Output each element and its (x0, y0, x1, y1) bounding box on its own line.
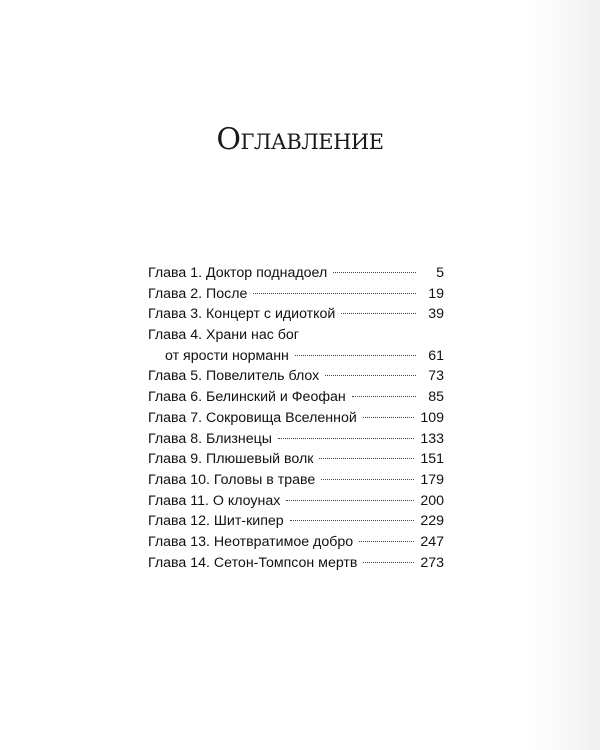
toc-entry-label: Глава 8. Близнецы (148, 430, 272, 447)
leader-dots (253, 293, 416, 294)
toc-entry-page: 273 (420, 554, 444, 571)
toc-entry-page: 247 (420, 533, 444, 550)
toc-entry-label: Глава 13. Неотвратимое добро (148, 533, 354, 550)
toc-entry-page: 133 (420, 430, 444, 447)
toc-entry-page: 39 (428, 306, 444, 323)
toc-entry (148, 408, 444, 429)
toc-entry (148, 429, 444, 450)
toc-entry-label: Глава 5. Повелитель блох (148, 368, 320, 385)
toc-entry-page: 85 (428, 389, 444, 406)
toc-entry-label: Глава 4. Храни нас бог (148, 327, 299, 344)
toc-entry-label: Глава 6. Белинский и Феофан (148, 389, 346, 406)
toc-entry (148, 263, 444, 284)
leader-dots (286, 500, 414, 501)
leader-dots (295, 355, 416, 356)
toc-entry-label: Глава 9. Плюшевый волк (148, 451, 314, 468)
toc-entry-label: Глава 10. Головы в траве (148, 471, 316, 488)
toc-entry-label: Глава 12. Шит-кипер (148, 513, 284, 530)
leader-dots (321, 479, 414, 480)
toc-entry (148, 366, 444, 387)
toc-entry-page: 151 (420, 451, 444, 468)
toc-entry-label: Глава 2. После (148, 285, 248, 302)
toc-entry-label-continuation: от ярости норманн (165, 347, 289, 364)
toc-entry (148, 491, 444, 512)
leader-dots (359, 541, 414, 542)
toc-entry-page: 73 (428, 368, 444, 385)
toc-entry (148, 553, 444, 574)
toc-entry (148, 470, 444, 491)
toc-entry-page: 229 (420, 513, 444, 530)
toc-entry-label: Глава 14. Сетон-Томпсон мертв (148, 554, 358, 571)
toc-entry-page: 109 (420, 409, 444, 426)
leader-dots (352, 396, 416, 397)
page-title: Оглавление (216, 122, 384, 157)
table-of-contents (148, 263, 444, 573)
toc-entry (148, 511, 444, 532)
toc-entry (148, 387, 444, 408)
leader-dots (341, 313, 416, 314)
toc-entry-page: 200 (420, 492, 444, 509)
toc-entry-continuation (148, 346, 444, 367)
toc-entry-label: Глава 3. Концерт с идиоткой (148, 306, 336, 323)
toc-entry (148, 449, 444, 470)
toc-entry (148, 304, 444, 325)
leader-dots (290, 520, 415, 521)
toc-entry-page: 19 (428, 285, 444, 302)
leader-dots (325, 375, 416, 376)
toc-entry (148, 532, 444, 553)
leader-dots (319, 458, 414, 459)
toc-entry-label: Глава 1. Доктор поднадоел (148, 265, 328, 281)
leader-dots (363, 562, 414, 563)
toc-entry-page: 179 (420, 471, 444, 488)
leader-dots (363, 417, 415, 418)
leader-dots (333, 272, 416, 273)
toc-entry (148, 325, 444, 346)
leader-dots (278, 438, 414, 439)
toc-entry-page: 5 (436, 265, 444, 281)
toc-entry-label: Глава 7. Сокровища Вселенной (148, 409, 357, 426)
toc-entry-label: Глава 11. О клоунах (148, 492, 281, 509)
toc-entry (148, 284, 444, 305)
toc-entry-page: 61 (428, 347, 444, 364)
